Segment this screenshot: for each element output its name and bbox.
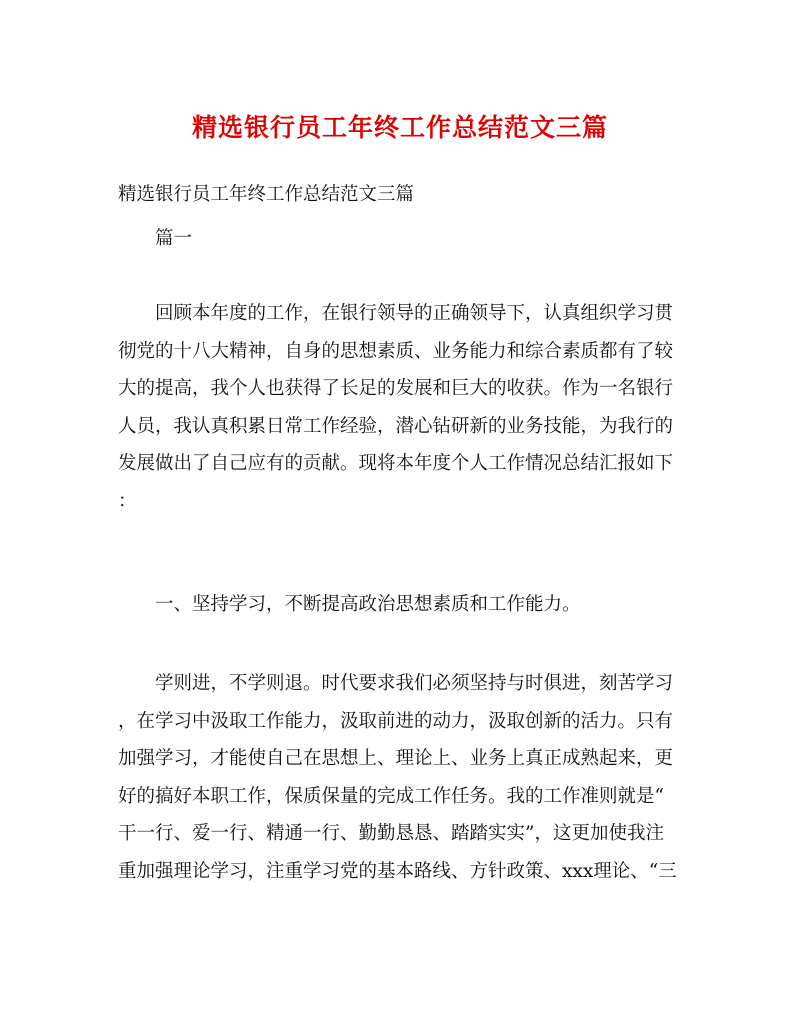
text-line: 学则进，不学则退。时代要求我们必须坚持与时俱进，刻苦学习 [118,673,674,694]
text-line: ： [118,490,137,512]
paragraph-heading-one [118,586,684,624]
text-line: ，在学习中汲取工作能力，汲取前进的动力，汲取创新的活力。只有 [118,710,674,732]
section-label: 篇一 [155,228,193,249]
text-line: 大的提高，我个人也获得了长足的发展和巨大的收获。作为一名银行 [118,378,674,399]
text-line: 彻党的十八大精神，自身的思想素质、业务能力和综合素质都有了较 [118,340,674,362]
paragraph-intro [118,295,684,520]
paragraph-study [118,665,684,890]
text-line: 发展做出了自己应有的贡献。现将本年度个人工作情况总结汇报如下 [118,453,674,474]
text-line: 人员，我认真积累日常工作经验，潜心钻研新的业务技能，为我行的 [118,415,674,437]
text-line: 干一行、爱一行、精通一行、勤勤恳恳、踏踏实实”，这更加使我注 [118,823,664,844]
text-line: 重加强理论学习，注重学习党的基本路线、方针政策、xxx理论、“三 [118,860,677,882]
document-subtitle: 精选银行员工年终工作总结范文三篇 [118,184,415,205]
text-line: 加强学习，才能使自己在思想上、理论上、业务上真正成熟起来，更 [118,748,674,769]
text-line: 好的搞好本职工作，保质保量的完成工作任务。我的工作准则就是“ [118,785,664,807]
text-line: 回顾本年度的工作，在银行领导的正确领导下，认真组织学习贯 [118,303,674,324]
text-line: 一、坚持学习，不断提高政治思想素质和工作能力。 [118,594,581,615]
document-title: 精选银行员工年终工作总结范文三篇 [191,113,608,142]
